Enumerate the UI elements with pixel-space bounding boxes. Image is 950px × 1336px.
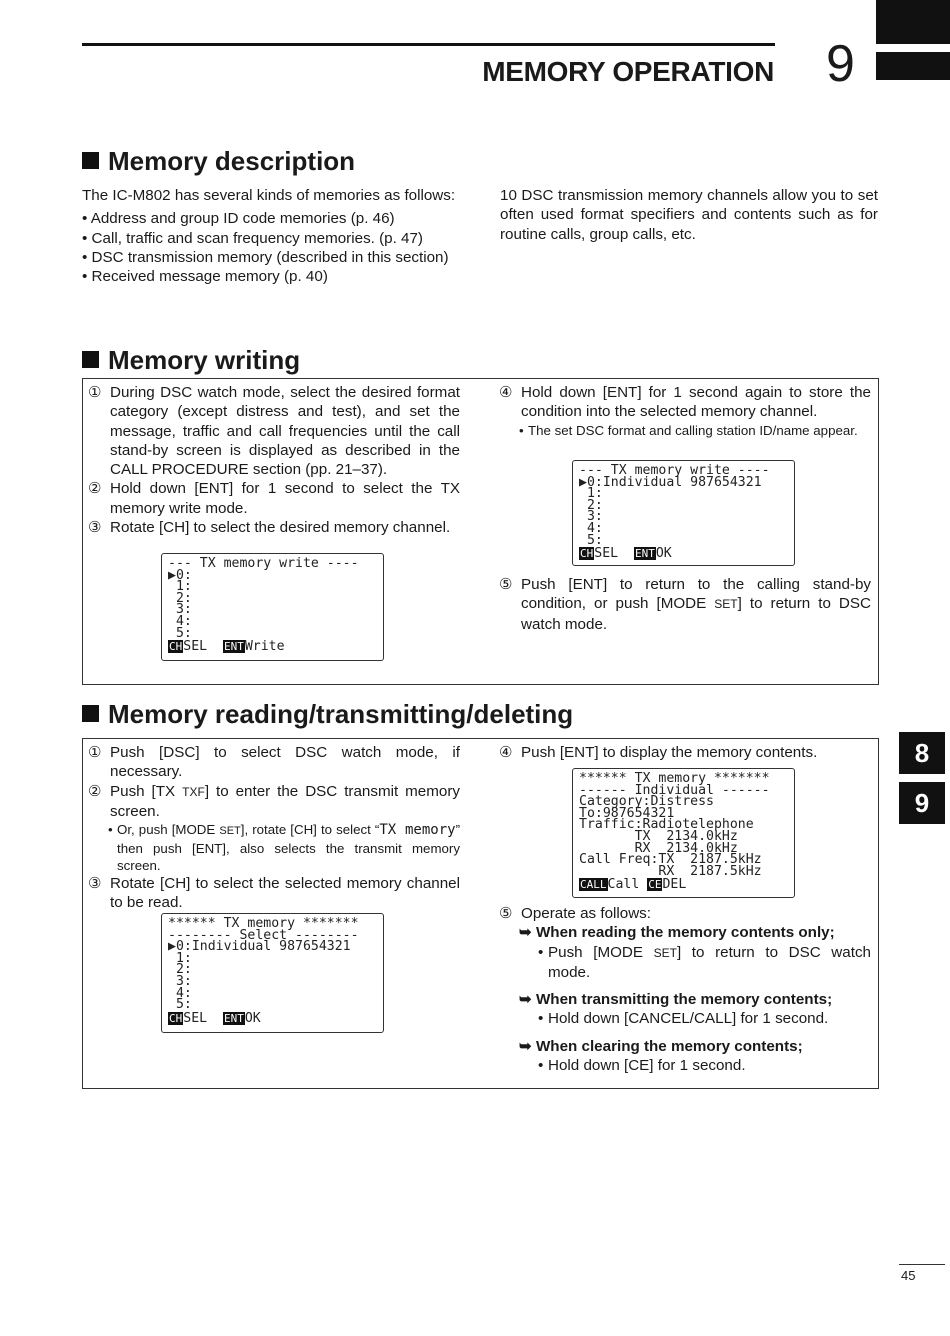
reading-step-5 <box>499 904 871 1075</box>
heading-square-icon <box>82 152 99 169</box>
ent-key-icon: ENT <box>634 547 655 561</box>
lcd-softkeys: CHSEL ENTOK <box>580 546 672 562</box>
step-3: ③ Rotate [CH] to select the selected memory channel to be read. <box>88 875 460 912</box>
chapter-number: 9 <box>826 35 855 93</box>
memory-kinds-list <box>82 209 460 286</box>
list-item: • Received message memory (p. 40) <box>82 268 328 286</box>
heading-square-icon <box>82 705 99 722</box>
ch-key-icon: CH <box>169 1011 183 1025</box>
arrow-icon: ➥ <box>519 1037 536 1055</box>
step-4: ④ Hold down [ENT] for 1 second again to store the condition into the selected memory channel. <box>499 384 871 421</box>
list-item: • Call, traffic and scan frequency memories. (p. 47) <box>82 229 423 247</box>
reading-left-column <box>88 743 460 913</box>
ce-key-icon: CE <box>648 878 662 892</box>
page-number: 45 <box>901 1268 916 1283</box>
section-heading-writing: Memory writing <box>82 345 300 375</box>
lcd-tx-memory-write-empty: --- TX memory write ---- ▶0: 1: 2: 3: 4: 5: CHSEL ENTWrite <box>161 553 384 661</box>
reading-step-4 <box>499 743 871 762</box>
list-item: • Address and group ID code memories (p. 46) <box>82 210 395 228</box>
lcd-softkeys: CALLCall CEDEL <box>580 877 687 893</box>
step-5: ⑤ Operate as follows: <box>499 905 651 922</box>
list-item: • DSC transmission memory (described in this section) <box>82 248 449 266</box>
writing-left-column <box>88 383 460 537</box>
step-2: ② Hold down [ENT] for 1 second to select the TX memory write mode. <box>88 480 460 517</box>
side-tab-8[interactable]: 8 <box>899 732 945 774</box>
section-heading-description: Memory description <box>82 146 355 176</box>
corner-bar-top <box>876 0 950 44</box>
lcd-tx-memory-contents: ****** TX memory ******* ------ Individual ------ Category:Distress To:987654321 Traffic:Radiotelephone TX 2134.0kHz RX 2134.0kHz Call Freq:TX 2187.5kHz RX 2187.5kHz CALLCall CEDEL <box>572 768 795 898</box>
writing-step-5 <box>499 575 871 634</box>
description-right: 10 DSC transmission memory channels allow you to set often used format specifiers and contents such as for routine calls, group calls, etc. <box>500 187 878 243</box>
page-number-rule <box>899 1264 945 1265</box>
description-intro: The IC-M802 has several kinds of memories as follows: <box>82 187 456 204</box>
lcd-softkeys: CHSEL ENTWrite <box>169 639 285 655</box>
option-reading: ➥ When reading the memory contents only; • Push [MODE SET] to return to DSC watch mode. <box>519 924 871 981</box>
side-tab-9[interactable]: 9 <box>899 782 945 824</box>
arrow-icon: ➥ <box>519 991 536 1009</box>
chapter-title: MEMORY OPERATION <box>482 56 774 87</box>
ch-key-icon: CH <box>580 547 594 561</box>
header-rule <box>82 43 775 46</box>
writing-right-column <box>499 383 871 439</box>
step-5: ⑤ Push [ENT] to return to the calling stand-by condition, or push [MODE SET] to return to DSC watch mode. <box>499 576 871 633</box>
arrow-icon: ➥ <box>519 924 536 942</box>
option-clearing: ➥ When clearing the memory contents; • Hold down [CE] for 1 second. <box>519 1037 803 1075</box>
step-3: ③ Rotate [CH] to select the desired memory channel. <box>88 519 451 537</box>
option-transmitting: ➥ When transmitting the memory contents; • Hold down [CANCEL/CALL] for 1 second. <box>519 991 833 1028</box>
step-4-note: • The set DSC format and calling station ID/name appear. <box>519 422 858 438</box>
heading-square-icon <box>82 351 99 368</box>
ch-key-icon: CH <box>169 640 183 654</box>
step-2: ② Push [TX TXF] to enter the DSC transmit memory screen. <box>88 782 461 820</box>
call-key-icon: CALL <box>580 878 607 892</box>
lcd-tx-memory-write-stored: --- TX memory write ---- ▶0:Individual 987654321 1: 2: 3: 4: 5: CHSEL ENTOK <box>572 460 795 566</box>
ent-key-icon: ENT <box>223 1011 244 1025</box>
lcd-softkeys: CHSEL ENTOK <box>169 1010 261 1026</box>
description-left <box>82 186 460 286</box>
step-2-note: • Or, push [MODE SET], rotate [CH] to select “TX memory” then push [ENT], also selects the transmit memory screen. <box>108 822 461 874</box>
corner-bar-bottom <box>876 52 950 80</box>
step-1: ① Push [DSC] to select DSC watch mode, if necessary. <box>88 744 460 781</box>
section-heading-reading: Memory reading/transmitting/deleting <box>82 699 573 729</box>
ent-key-icon: ENT <box>223 640 244 654</box>
lcd-tx-memory-select: ****** TX memory ******* -------- Select -------- ▶0:Individual 987654321 1: 2: 3: 4: 5: CHSEL ENTOK <box>161 913 384 1033</box>
step-1: ① During DSC watch mode, select the desired format category (except distress and test), and set the message, traffic and call frequencies until the call stand-by screen is displayed as described in the CALL PROCEDURE section (pp. 21–37). <box>88 384 460 479</box>
step-4: ④ Push [ENT] to display the memory contents. <box>499 744 818 761</box>
